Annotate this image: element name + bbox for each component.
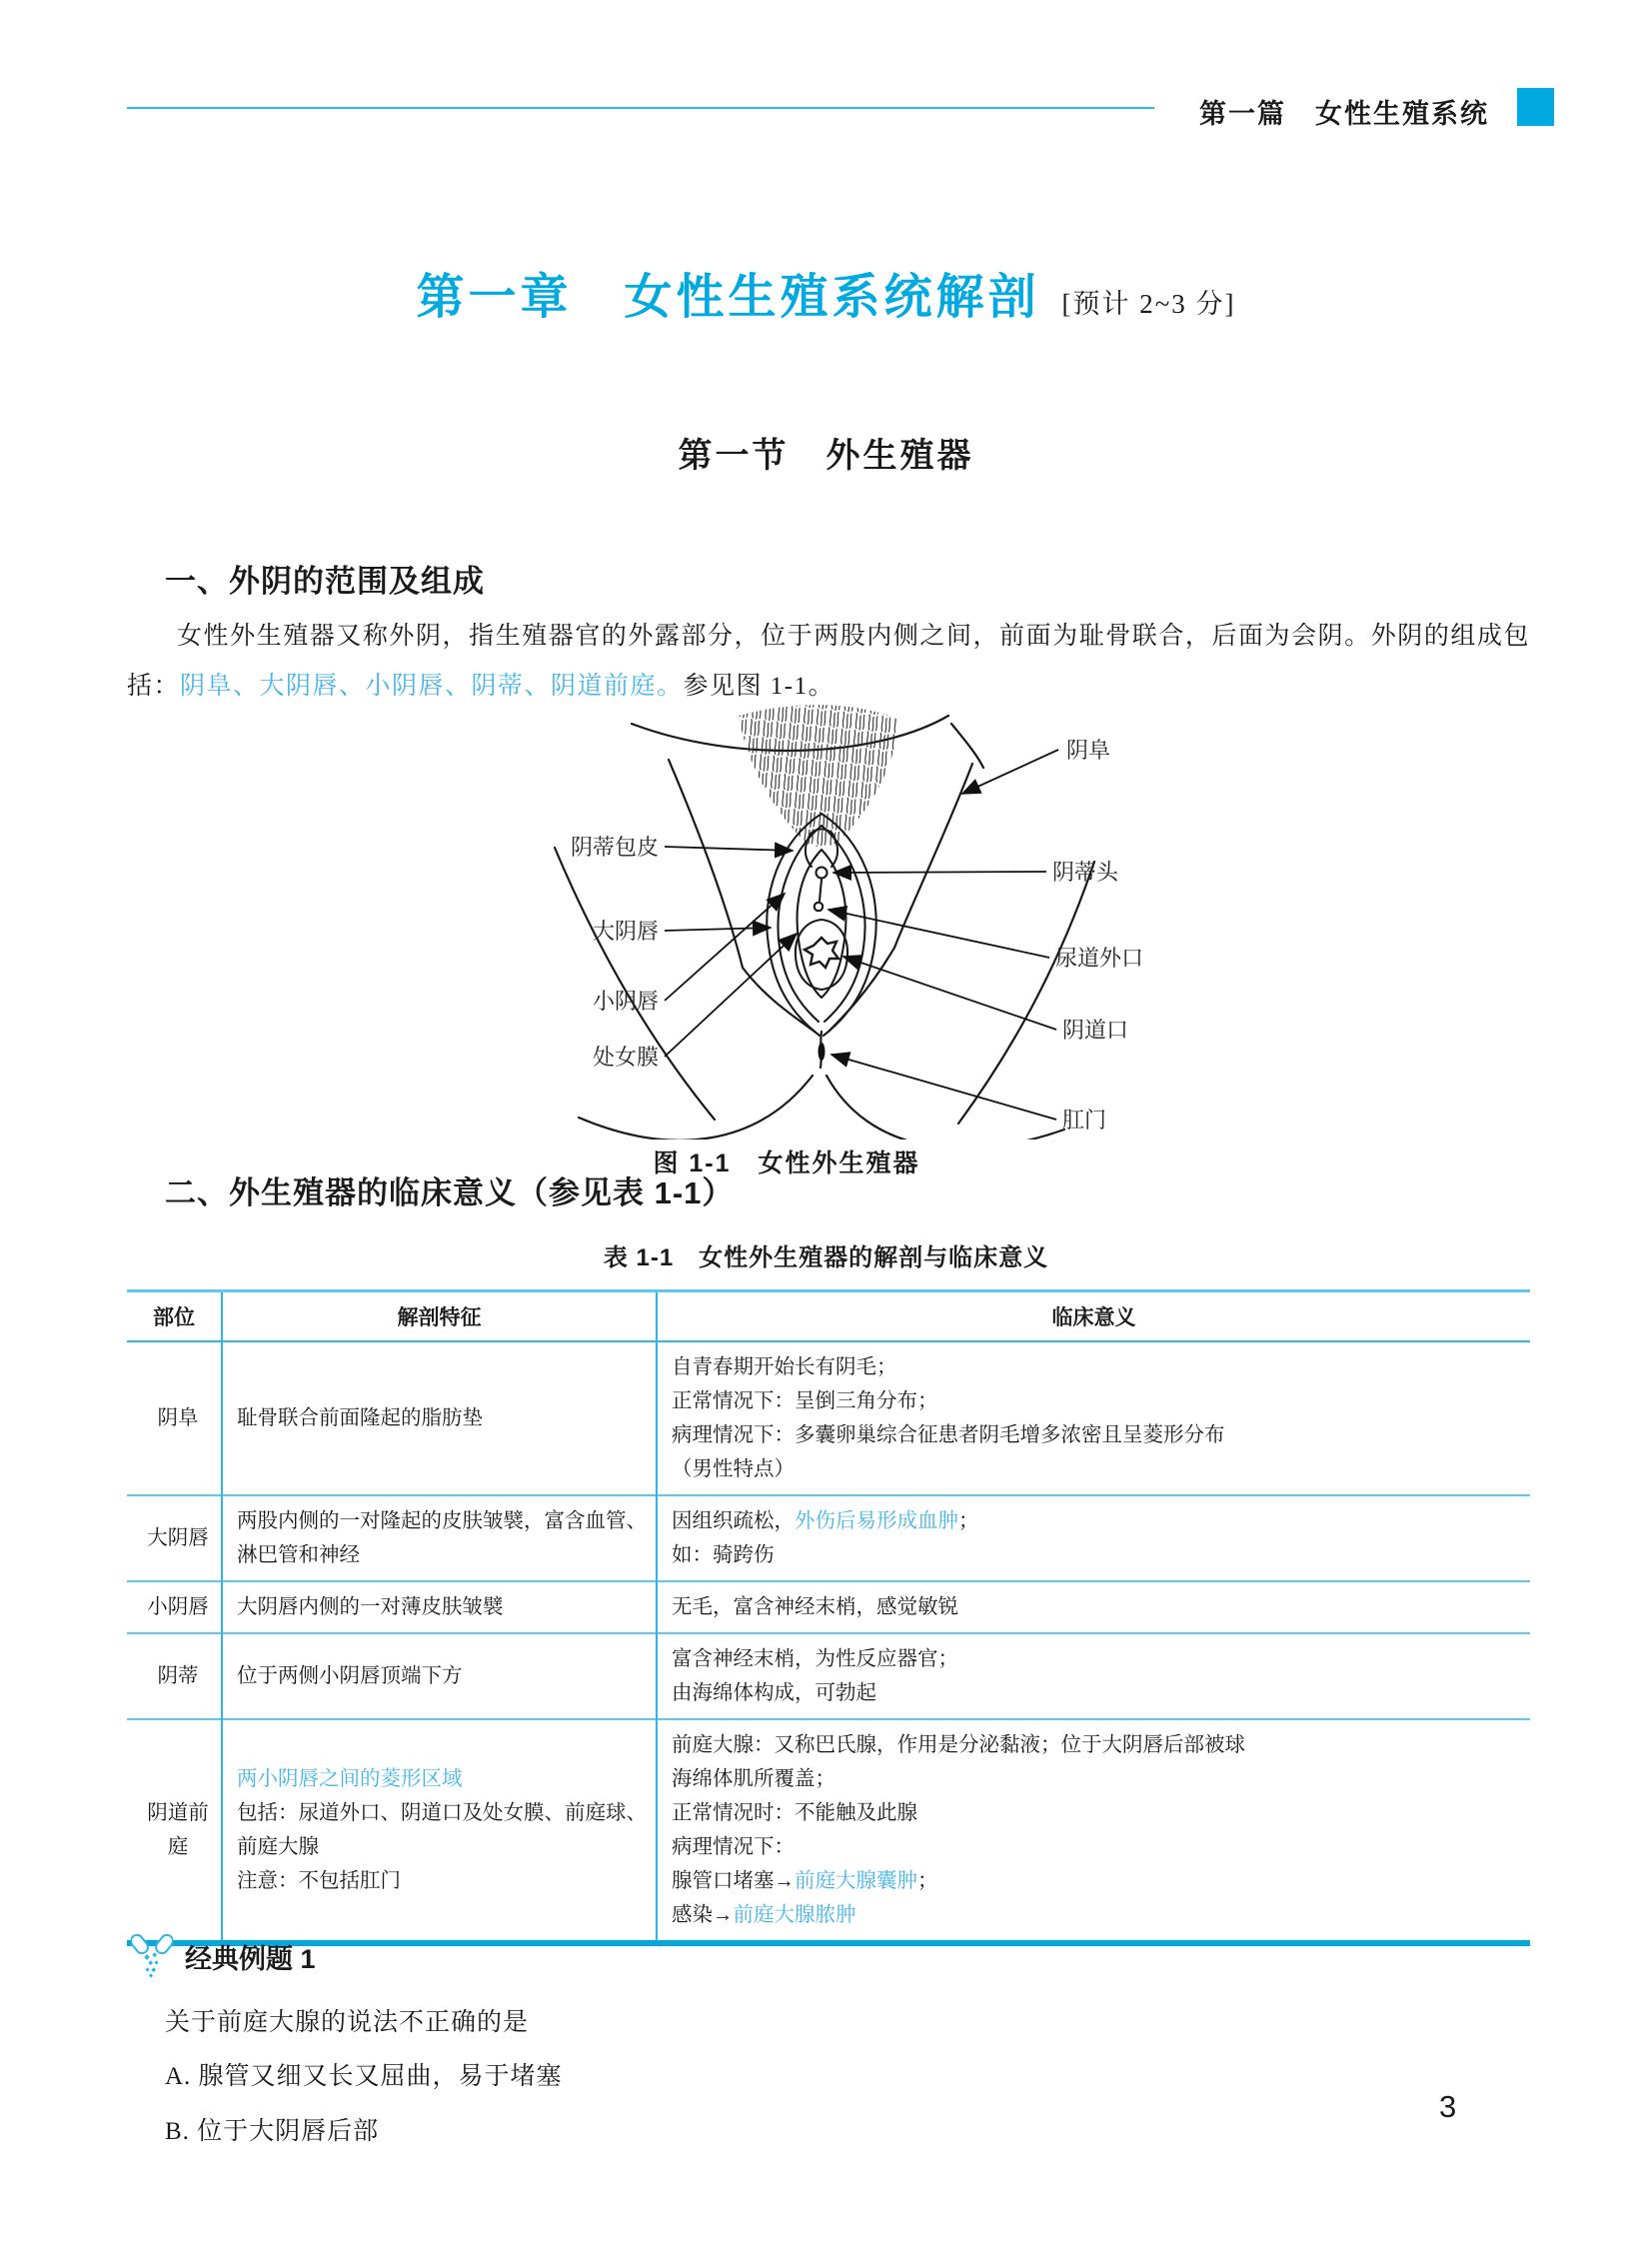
- cell-part: 阴道前庭: [127, 1719, 222, 1943]
- cell-clinical: [657, 1495, 1530, 1581]
- anatomy-diagram: [407, 700, 1166, 1139]
- cell-anatomy: [222, 1719, 657, 1943]
- label-urethral-orifice: 尿道外口: [1055, 946, 1144, 971]
- cell-line: 位于两侧小阴唇顶端下方: [237, 1665, 463, 1687]
- cell-line: 如：骑跨伤: [672, 1544, 775, 1566]
- cell-line: 病理情况下：: [672, 1836, 795, 1858]
- cell-part: 大阴唇: [127, 1495, 222, 1581]
- cell-clinical: [657, 1341, 1530, 1495]
- cell-anatomy: [222, 1633, 657, 1719]
- header-rule: [127, 107, 1154, 109]
- table-row: [127, 1719, 1530, 1943]
- cell-line: 前庭大腺：又称巴氏腺，作用是分泌黏液；位于大阴唇后部被球: [672, 1734, 1245, 1756]
- paragraph-text: 女性外生殖器又称外阴，指生殖器官的外露部分，位于两股内侧之间，前面为耻骨联合，后面为会阴。外阴的组成包括：: [127, 623, 1530, 700]
- classic-example-block: [127, 1931, 1530, 2159]
- cell-line: 淋巴管和神经: [237, 1544, 360, 1566]
- label-mons-pubis: 阴阜: [1066, 738, 1111, 763]
- cell-line: 自青春期开始长有阴毛；: [672, 1356, 897, 1378]
- subsection-heading-1: 一、外阴的范围及组成: [165, 564, 485, 599]
- section-title: 第一节 外生殖器: [678, 437, 974, 475]
- cell-line: 因组织疏松，外伤后易形成血肿；: [672, 1510, 979, 1532]
- cell-line: 腺管口堵塞→前庭大腺囊肿；: [672, 1870, 938, 1892]
- paragraph-highlight: 阴阜、大阴唇、小阴唇、阴蒂、阴道前庭。: [180, 673, 684, 700]
- chapter-title: 第一章 女性生殖系统解剖: [416, 271, 1040, 324]
- table-row: [127, 1341, 1530, 1495]
- anatomy-table: [127, 1289, 1530, 1946]
- cell-line: 由海绵体构成，可勃起: [672, 1682, 876, 1704]
- cell-line: 两小阴唇之间的菱形区域: [237, 1768, 463, 1790]
- cell-clinical: [657, 1581, 1530, 1633]
- figure-caption: 图 1-1 女性外生殖器: [653, 1149, 920, 1177]
- table-title: 表 1-1 女性外生殖器的解剖与临床意义: [603, 1244, 1049, 1271]
- cell-part: 阴阜: [157, 1407, 199, 1429]
- breadcrumb: 第一篇 女性生殖系统: [1199, 99, 1489, 129]
- example-option: A. 腺管又细又长又屈曲，易于堵塞: [165, 2063, 563, 2090]
- paragraph-text-after: 参见图 1-1。: [683, 673, 835, 700]
- chapter-heading: [0, 258, 1652, 327]
- cell-line: 前庭大腺: [237, 1836, 319, 1858]
- chapter-score-note: [预计 2~3 分]: [1061, 289, 1236, 319]
- cell-line: 大阴唇内侧的一对薄皮肤皱襞: [237, 1596, 504, 1618]
- table-row: [127, 1495, 1530, 1581]
- label-clitoral-hood: 阴蒂包皮: [570, 835, 659, 860]
- example-option: B. 位于大阴唇后部: [165, 2118, 380, 2145]
- label-vaginal-orifice: 阴道口: [1062, 1018, 1129, 1043]
- label-labia-minora: 小阴唇: [592, 989, 659, 1014]
- cell-anatomy: [222, 1581, 657, 1633]
- label-hymen: 处女膜: [592, 1045, 659, 1070]
- pubic-hair-texture: [739, 705, 898, 847]
- cell-line: 海绵体肌所覆盖；: [672, 1768, 835, 1790]
- example-options: [127, 2049, 1530, 2159]
- cell-line: 注意：不包括肛门: [237, 1870, 401, 1892]
- capsule-icon: [131, 1931, 173, 1981]
- cell-anatomy: [222, 1495, 657, 1581]
- table-header-row: [127, 1291, 1530, 1342]
- subsection-heading-2: 二、外生殖器的临床意义（参见表 1-1）: [165, 1175, 735, 1210]
- cell-line: 感染→前庭大腺脓肿: [672, 1904, 856, 1926]
- header-accent-square: [1517, 88, 1554, 126]
- label-labia-majora: 大阴唇: [592, 919, 659, 944]
- cell-clinical: [657, 1633, 1530, 1719]
- table-row: [127, 1581, 1530, 1633]
- cell-line: 两股内侧的一对隆起的皮肤皱襞，富含血管、: [237, 1510, 647, 1532]
- example-question: 关于前庭大腺的说法不正确的是: [165, 2009, 530, 2036]
- cell-line: 无毛，富含神经末梢，感觉敏锐: [672, 1596, 958, 1618]
- running-head: [127, 88, 1541, 128]
- example-header: [131, 1931, 1530, 1981]
- col-header-part: 部位: [127, 1291, 222, 1342]
- table-row: [127, 1633, 1530, 1719]
- cell-line: 正常情况下：呈倒三角分布；: [672, 1390, 938, 1412]
- cell-clinical: [657, 1719, 1530, 1943]
- intro-paragraph: [127, 612, 1530, 712]
- cell-line: （男性特点）: [672, 1458, 795, 1480]
- cell-line: 正常情况时：不能触及此腺: [672, 1802, 917, 1824]
- example-title: 经典例题 1: [185, 1943, 316, 1974]
- figure-1-1: [407, 700, 1166, 1179]
- cell-line: 包括：尿道外口、阴道口及处女膜、前庭球、: [237, 1802, 647, 1824]
- label-anus: 肛门: [1062, 1108, 1107, 1132]
- anus-mark: [819, 1043, 826, 1061]
- cell-line: 耻骨联合前面隆起的脂肪垫: [237, 1407, 483, 1429]
- cell-line: 病理情况下：多囊卵巢综合征患者阴毛增多浓密且呈菱形分布: [672, 1424, 1225, 1446]
- cell-part: 小阴唇: [127, 1581, 222, 1633]
- vulva-detail: [767, 814, 875, 1036]
- page-number: 3: [1439, 2089, 1457, 2124]
- cell-line: 富含神经末梢，为性反应器官；: [672, 1648, 958, 1670]
- label-clitoris-glans: 阴蒂头: [1052, 860, 1119, 885]
- col-header-clinical: 临床意义: [657, 1291, 1530, 1342]
- cell-anatomy: [222, 1341, 657, 1495]
- col-header-anatomy: 解剖特征: [222, 1291, 657, 1342]
- cell-part: 阴蒂: [127, 1633, 222, 1719]
